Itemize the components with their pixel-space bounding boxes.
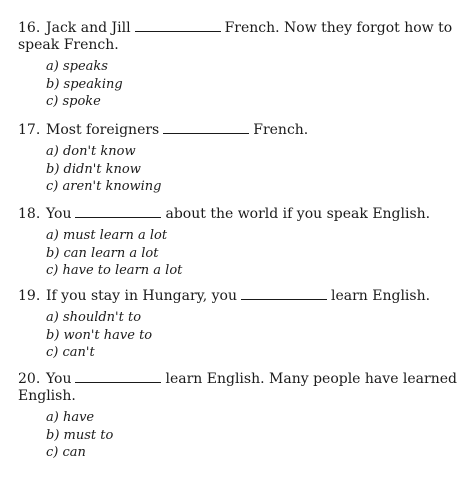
option-c[interactable]: c) have to learn a lot <box>46 263 183 278</box>
option-c[interactable]: c) aren't knowing <box>46 179 162 194</box>
question-18-stem <box>18 206 438 223</box>
answer-blank[interactable] <box>75 206 161 218</box>
option-b[interactable]: b) speaking <box>46 76 123 92</box>
question-text-after: learn English. Many people have learned <box>165 371 457 387</box>
option-c[interactable]: c) can't <box>46 345 95 360</box>
option-a[interactable]: a) have <box>46 410 95 425</box>
answer-blank[interactable] <box>163 122 249 134</box>
question-number: 17. <box>18 122 41 138</box>
question-text-after: learn English. <box>330 288 431 304</box>
option-a[interactable]: a) don't know <box>46 144 136 159</box>
question-16-continuation: speak French. <box>18 37 119 53</box>
question-16-options <box>18 58 438 111</box>
option-b[interactable]: b) can learn a lot <box>46 245 159 261</box>
option-b[interactable]: b) didn't know <box>46 161 141 177</box>
question-19-options <box>18 309 438 362</box>
question-17 <box>18 122 438 196</box>
option-a[interactable]: a) speaks <box>46 59 108 74</box>
question-text-after: French. <box>253 122 309 138</box>
question-16 <box>18 20 453 111</box>
option-c[interactable]: c) can <box>46 445 86 460</box>
option-c[interactable]: c) spoke <box>46 94 101 109</box>
question-text-before: You <box>46 206 72 222</box>
question-19 <box>18 288 438 362</box>
answer-blank[interactable] <box>75 371 161 383</box>
question-18 <box>18 206 438 280</box>
question-text-before: Most foreigners <box>46 122 160 138</box>
question-text-before: If you stay in Hungary, you <box>46 288 237 304</box>
question-20-stem <box>18 371 457 388</box>
question-20 <box>18 371 457 462</box>
question-19-stem <box>18 288 438 305</box>
option-b[interactable]: b) won't have to <box>46 327 153 343</box>
question-20-options <box>18 409 438 462</box>
answer-blank[interactable] <box>135 20 221 32</box>
question-18-options <box>18 227 438 280</box>
question-17-options <box>18 143 438 196</box>
question-number: 19. <box>18 288 41 304</box>
question-17-stem <box>18 122 438 139</box>
question-number: 20. <box>18 371 41 387</box>
question-text-after: about the world if you speak English. <box>165 206 431 222</box>
question-16-stem <box>18 20 453 37</box>
question-text-after: French. Now they forgot how to <box>224 20 453 36</box>
option-a[interactable]: a) shouldn't to <box>46 310 142 325</box>
question-number: 18. <box>18 206 41 222</box>
option-a[interactable]: a) must learn a lot <box>46 228 168 243</box>
option-b[interactable]: b) must to <box>46 427 114 443</box>
question-number: 16. <box>18 20 41 36</box>
question-text-before: Jack and Jill <box>46 20 131 36</box>
answer-blank[interactable] <box>241 288 327 300</box>
question-20-continuation: English. <box>18 388 76 404</box>
question-text-before: You <box>46 371 72 387</box>
